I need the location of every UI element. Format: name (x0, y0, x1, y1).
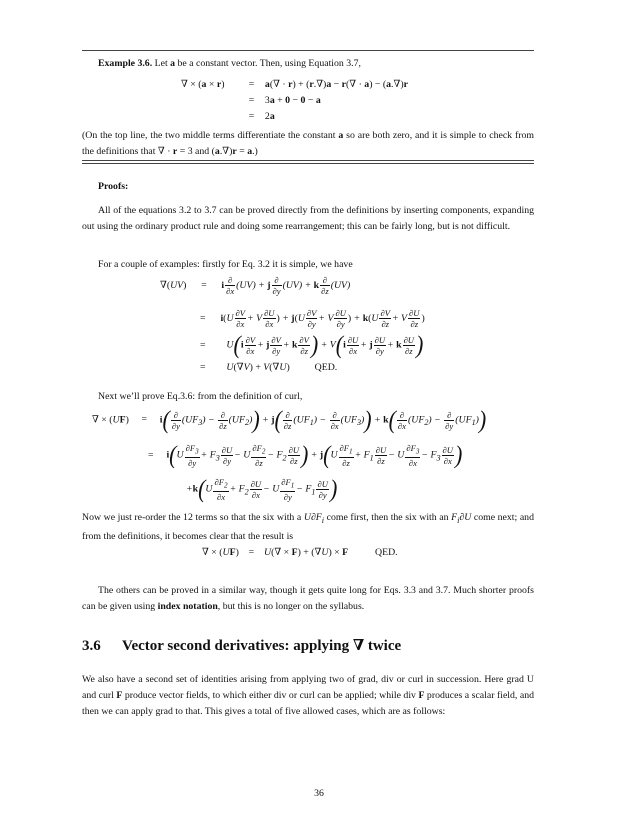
proofs-para-2: For a couple of examples: firstly for Eq. 3.2 it is simple, we have (98, 259, 353, 270)
example-intro (98, 57, 361, 70)
page-number: 36 (314, 788, 324, 799)
example-label: Example 3.6. (98, 58, 153, 69)
example-end-rule-1 (82, 160, 534, 161)
grad-eq-line-4: = U(∇V) + V(∇U) QED. (200, 362, 338, 373)
curl-result: ∇ × (UF) = U(∇ × F) + (∇U) × F QED. (202, 547, 398, 558)
curl-eq-line-3: +k(U $\frac{\partial F_2}{\partial x}$ + $F_2$ $\frac{\partial U}{\partial x}$ − U $\frac{\partial F_1}{\partial y}$ − $F_1$ $\frac{\partial U}{\partial y}$ ) (186, 474, 338, 504)
proofs-para-5: The others can be proved in a similar way, though it gets quite long for Eqs. 3.3 and 3.7. Much shorter proofs can be given using index notation, but this is no longer on the syllabus. (82, 585, 534, 612)
grad-eq-line-2: = i(U $\frac{\partial V}{\partial x}$ + V $\frac{\partial U}{\partial x}$ ) + j(U $\frac{\partial V}{\partial y}$ + V $\frac{\partial U}{\partial y}$ ) + k(U $\frac{\partial V}{\partial z}$ + V $\frac{\partial U}{\partial z}$ ) (200, 308, 425, 329)
grad-eq-line-3: = U(i $\frac{\partial V}{\partial x}$ + j $\frac{\partial V}{\partial y}$ + k $\frac{\partial V}{\partial z}$ ) + V(i $\frac{\partial U}{\partial x}$ + j $\frac{\partial U}{\partial y}$ + k $\frac{\partial U}{\partial z}$ ) (200, 330, 424, 359)
proofs-para-1: All of the equations 3.2 to 3.7 can be proved directly from the definitions by inserting components, expanding out using the ordinary product rule and doing some rearrangement; this can be fairly long, but is not difficult. (82, 205, 534, 232)
proofs-para-3: Next we’ll prove Eq.3.6: from the definition of curl, (98, 391, 303, 402)
proofs-para-4: Now we just re-order the 12 terms so that the six with a $U\partial F_i$ come first, then the six with an $F_i\partial U$ come next; and from the definitions, it becomes clear that the result is (82, 512, 534, 542)
section-heading (82, 636, 401, 655)
section-title: Vector second derivatives: applying ∇ twice (121, 638, 402, 654)
qed-mark-2: QED. (375, 547, 398, 558)
top-rule (82, 50, 534, 51)
example-eq-line-3: = 2a (248, 111, 275, 122)
qed-mark-1: QED. (314, 362, 338, 373)
proofs-heading: Proofs: (98, 181, 129, 192)
curl-eq-line-2: = i(U $\frac{\partial F_3}{\partial y}$ + $F_3$ $\frac{\partial U}{\partial y}$ − U $\frac{\partial F_2}{\partial z}$ − $F_2$ $\frac{\partial U}{\partial z}$ ) + j(U $\frac{\partial F_1}{\partial z}$ + $F_1$ $\frac{\partial U}{\partial z}$ − U $\frac{\partial F_3}{\partial x}$ − $F_3$ $\frac{\partial U}{\partial x}$ ) (148, 440, 463, 470)
section-para: We also have a second set of identities arising from applying two of grad, div or curl in succession. Here grad U and curl F produce vector fields, to which either div or curl can be applied; while div F produces a scalar field, and then we can apply grad to that. This gives a total of five allowed cases, which are as follows: (82, 674, 534, 717)
index-notation-term: index notation (157, 600, 218, 612)
example-end-rule-2 (82, 163, 534, 164)
example-note: (On the top line, the two middle terms differentiate the constant a so are both zero, and it is simple to check from the definitions that ∇ · r = 3 and (a.∇)r = a.) (82, 130, 534, 157)
example-intro-text: Let a be a constant vector. Then, using Equation 3.7, (154, 58, 361, 69)
section-number: 3.6 (82, 638, 101, 654)
example-eq-line-2: = 3a + 0 − 0 − a (248, 95, 321, 106)
grad-eq-line-1: ∇(UV) = i $\frac{\partial}{\partial x}$ (UV) + j $\frac{\partial}{\partial y}$ (UV) + k $\frac{\partial}{\partial z}$ (UV) (160, 275, 351, 296)
example-eq-line-1: ∇ × (a × r) = a(∇ · r) + (r.∇)a − r(∇ · a) − (a.∇)r (181, 79, 408, 90)
curl-eq-line-1: ∇ × (UF) = i( $\frac{\partial}{\partial y}$ $(UF_3)$ − $\frac{\partial}{\partial z}$ $(UF_2)) + j$( $\frac{\partial}{\partial z}$ $(UF_1)$ − $\frac{\partial}{\partial x}$ $(UF_3)) + k$( $\frac{\partial}{\partial x}$ $(UF_2)$ − $\frac{\partial}{\partial y}$ $(UF_1)$) (92, 405, 487, 434)
